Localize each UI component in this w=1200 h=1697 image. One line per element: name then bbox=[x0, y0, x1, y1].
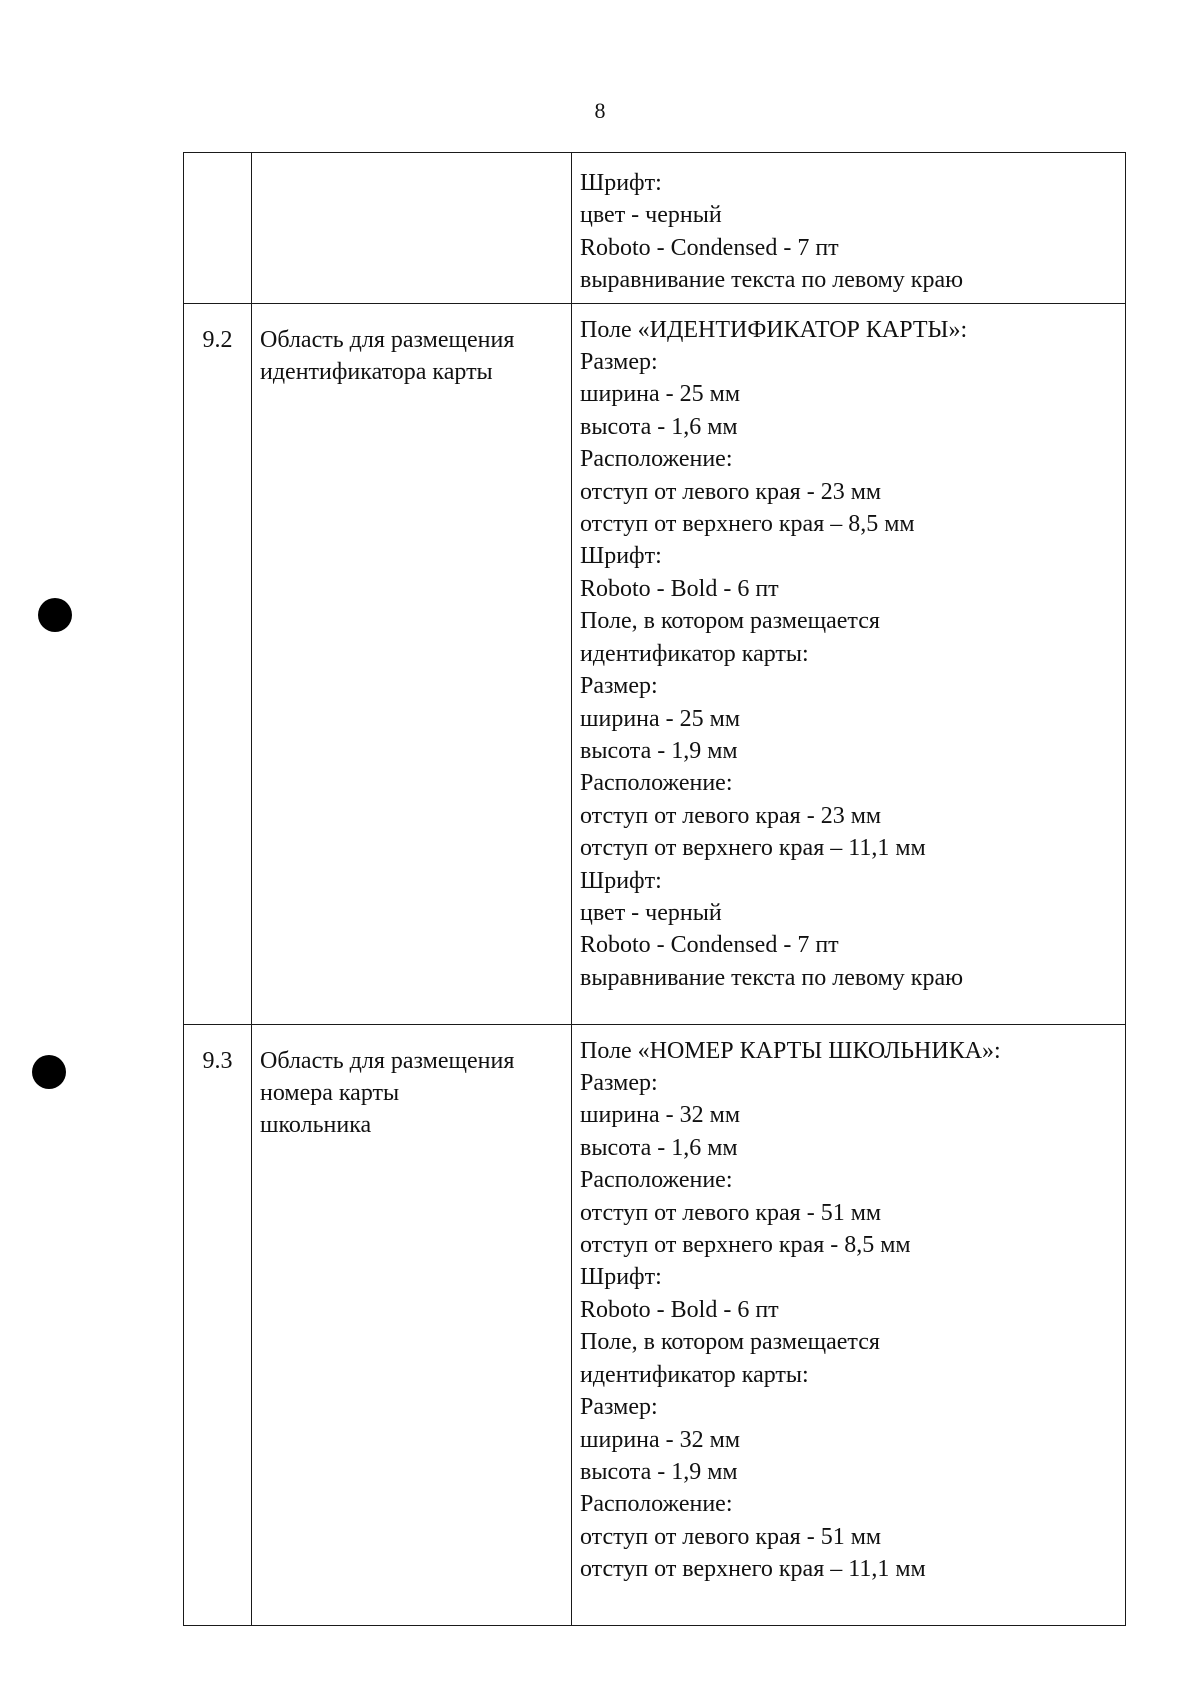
description-line: ширина - 25 мм bbox=[580, 705, 741, 732]
row-number-cell: 9.3 bbox=[184, 1024, 252, 1625]
table-row bbox=[184, 153, 1126, 304]
description-line: Размер: bbox=[580, 1394, 658, 1421]
description-line: отступ от верхнего края – 11,1 мм bbox=[580, 835, 926, 862]
description-line: Шрифт: bbox=[580, 543, 662, 570]
description-line: ширина - 32 мм bbox=[580, 1426, 741, 1453]
description-line: идентификатор карты: bbox=[580, 640, 809, 667]
description-line: Расположение: bbox=[580, 446, 733, 473]
description-line: Поле «ИДЕНТИФИКАТОР КАРТЫ»: bbox=[580, 316, 968, 343]
description-line: Roboto - Condensed - 7 пт bbox=[580, 932, 839, 959]
description-cell bbox=[572, 1024, 1126, 1625]
description-line: Поле «НОМЕР КАРТЫ ШКОЛЬНИКА»: bbox=[580, 1037, 1001, 1064]
description-line: Размер: bbox=[580, 1070, 658, 1097]
area-line: школьника bbox=[260, 1112, 372, 1139]
description-line: отступ от верхнего края – 8,5 мм bbox=[580, 511, 915, 538]
description-line: отступ от левого края - 23 мм bbox=[580, 802, 882, 829]
description-line: отступ от верхнего края – 11,1 мм bbox=[580, 1556, 926, 1583]
description-line: цвет - черный bbox=[580, 202, 722, 229]
description-line: высота - 1,6 мм bbox=[580, 413, 738, 440]
area-name-cell bbox=[252, 303, 572, 1024]
row-number-cell bbox=[184, 153, 252, 304]
punch-hole bbox=[32, 1055, 66, 1089]
description-line: отступ от левого края - 23 мм bbox=[580, 478, 882, 505]
table-row bbox=[184, 1024, 1126, 1625]
description-line: Roboto - Bold - 6 пт bbox=[580, 575, 779, 602]
description-line: Поле, в котором размещается bbox=[580, 608, 880, 635]
description-line: Шрифт: bbox=[580, 867, 662, 894]
page-number: 8 bbox=[594, 98, 606, 123]
description-cell bbox=[572, 303, 1126, 1024]
description-line: Расположение: bbox=[580, 1167, 733, 1194]
description-line: ширина - 25 мм bbox=[580, 381, 741, 408]
table-row bbox=[184, 303, 1126, 1024]
description-line: Поле, в котором размещается bbox=[580, 1329, 880, 1356]
area-line: Область для размещения bbox=[260, 1047, 515, 1074]
area-name-cell bbox=[252, 1024, 572, 1625]
description-line: высота - 1,9 мм bbox=[580, 737, 738, 764]
spec-table bbox=[183, 152, 1126, 1626]
area-name-cell bbox=[252, 153, 572, 304]
description-line: высота - 1,9 мм bbox=[580, 1458, 738, 1485]
description-line: отступ от верхнего края - 8,5 мм bbox=[580, 1232, 911, 1259]
area-line: идентификатора карты bbox=[260, 359, 493, 386]
description-line: Roboto - Condensed - 7 пт bbox=[580, 234, 839, 261]
description-line: Roboto - Bold - 6 пт bbox=[580, 1296, 779, 1323]
description-line: Размер: bbox=[580, 349, 658, 376]
description-line: идентификатор карты: bbox=[580, 1361, 809, 1388]
description-line: Расположение: bbox=[580, 770, 733, 797]
description-line: Размер: bbox=[580, 673, 658, 700]
punch-hole bbox=[38, 598, 72, 632]
description-line: выравнивание текста по левому краю bbox=[580, 964, 964, 991]
description-line: Шрифт: bbox=[580, 170, 662, 196]
description-line: выравнивание текста по левому краю bbox=[580, 267, 964, 294]
area-line: номера карты bbox=[260, 1080, 400, 1107]
description-line: Шрифт: bbox=[580, 1264, 662, 1291]
description-line: высота - 1,6 мм bbox=[580, 1134, 738, 1161]
description-cell bbox=[572, 153, 1126, 304]
description-line: цвет - черный bbox=[580, 899, 722, 926]
description-line: отступ от левого края - 51 мм bbox=[580, 1199, 882, 1226]
description-line: Расположение: bbox=[580, 1491, 733, 1518]
description-line: отступ от левого края - 51 мм bbox=[580, 1523, 882, 1550]
area-line: Область для размещения bbox=[260, 326, 515, 353]
row-number-cell: 9.2 bbox=[184, 303, 252, 1024]
description-line: ширина - 32 мм bbox=[580, 1102, 741, 1129]
